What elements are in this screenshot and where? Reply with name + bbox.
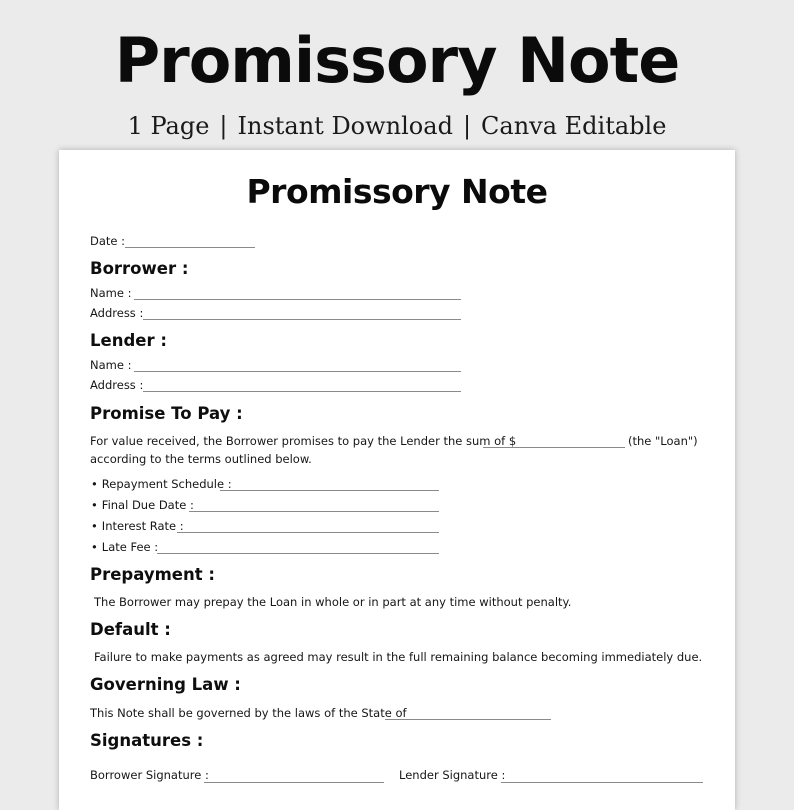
feature-separator: | (462, 112, 472, 140)
governing-state-field[interactable] (385, 719, 551, 720)
final-due-date-label: Final Due Date : (101, 498, 194, 512)
feature-pages: 1 Page (127, 112, 210, 140)
default-text: Failure to make payments as agreed may result in the full remaining balance becoming immediately due. (94, 650, 703, 664)
borrower-heading: Borrower : (90, 259, 189, 278)
feature-download: Instant Download (237, 112, 453, 140)
late-fee-label: Late Fee : (101, 540, 159, 554)
bullet-repayment-schedule (91, 476, 232, 492)
banner-features (0, 108, 794, 144)
bullet-glyph: • (91, 477, 98, 491)
feature-separator: | (219, 112, 228, 140)
borrower-address-field[interactable] (143, 319, 461, 320)
document-sheet (59, 150, 735, 810)
lender-address-label: Address : (90, 378, 144, 392)
borrower-address-label: Address : (90, 306, 144, 320)
promise-line2: according to the terms outlined below. (90, 452, 312, 466)
interest-rate-label: Interest Rate : (101, 519, 184, 533)
banner-title: Promissory Note (114, 24, 680, 97)
borrower-signature-field[interactable] (204, 782, 384, 783)
borrower-name-field[interactable] (134, 299, 461, 300)
document-title: Promissory Note (246, 172, 548, 211)
lender-signature-label: Lender Signature : (399, 768, 506, 782)
lender-address-field[interactable] (143, 391, 461, 392)
signatures-heading: Signatures : (90, 731, 204, 750)
lender-heading: Lender : (90, 331, 167, 350)
date-field[interactable] (125, 247, 255, 248)
bullet-glyph: • (91, 498, 98, 512)
interest-rate-field[interactable] (177, 532, 439, 533)
late-fee-field[interactable] (157, 553, 439, 554)
prepayment-text: The Borrower may prepay the Loan in whole or in part at any time without penalty. (94, 595, 572, 609)
promise-heading: Promise To Pay : (90, 404, 243, 423)
promise-line1-prefix: For value received, the Borrower promises to pay the Lender the sum of $ (90, 434, 517, 448)
prepayment-heading: Prepayment : (90, 565, 215, 584)
borrower-name-label: Name : (90, 286, 132, 300)
feature-editable: Canva Editable (481, 112, 667, 140)
lender-name-label: Name : (90, 358, 132, 372)
lender-signature-field[interactable] (501, 782, 703, 783)
governing-law-text: This Note shall be governed by the laws of the State of (90, 706, 407, 720)
governing-law-heading: Governing Law : (90, 675, 241, 694)
lender-name-field[interactable] (134, 371, 461, 372)
repayment-schedule-field[interactable] (220, 490, 439, 491)
promise-line1-suffix: (the "Loan") (628, 434, 698, 448)
loan-amount-field[interactable] (483, 447, 625, 448)
bullet-interest-rate (91, 518, 184, 534)
borrower-signature-label: Borrower Signature : (90, 768, 209, 782)
bullet-glyph: • (91, 519, 98, 533)
date-label: Date : (90, 234, 126, 248)
bullet-glyph: • (91, 540, 98, 554)
bullet-late-fee (91, 539, 158, 555)
repayment-schedule-label: Repayment Schedule : (101, 477, 232, 491)
bullet-final-due-date (91, 497, 194, 513)
final-due-date-field[interactable] (189, 511, 439, 512)
default-heading: Default : (90, 620, 171, 639)
